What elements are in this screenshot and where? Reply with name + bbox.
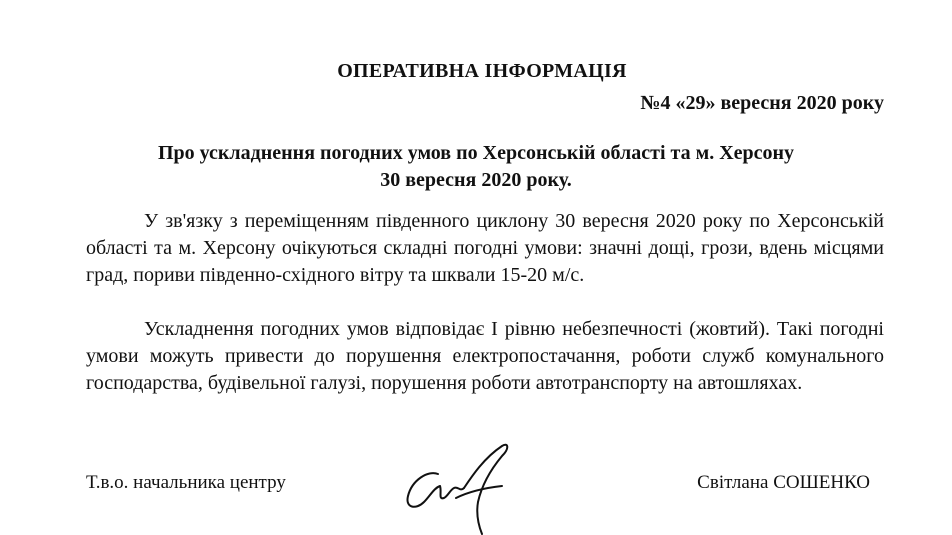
document-number: №4 «29» вересня 2020 року — [640, 92, 884, 114]
signatory-name: Світлана СОШЕНКО — [697, 472, 870, 493]
document-subject — [0, 140, 952, 194]
paragraph-1: У зв'язку з переміщенням південного циклону 30 вересня 2020 року по Херсонській області та м. Херсону очікуються складні погодні умови: значні дощі, грози, вдень місцями град, пориви південно-східного вітру та шквали 15-20 м/с. — [86, 210, 884, 286]
paragraph-2: Ускладнення погодних умов відповідає І рівню небезпечності (жовтий). Такі погодні умови можуть привести до порушення електропостачання, роботи служб комунального господарства, будівельної галузі, порушення роботи автотранспорту на автошляхах. — [86, 318, 884, 394]
subject-line-1: Про ускладнення погодних умов по Херсонській області та м. Херсону — [157, 142, 795, 164]
signature-icon — [398, 440, 518, 535]
signatory-position: Т.в.о. начальника центру — [86, 472, 286, 493]
document-title: ОПЕРАТИВНА ІНФОРМАЦІЯ — [337, 60, 627, 82]
subject-line-2: 30 вересня 2020 року. — [380, 169, 572, 191]
